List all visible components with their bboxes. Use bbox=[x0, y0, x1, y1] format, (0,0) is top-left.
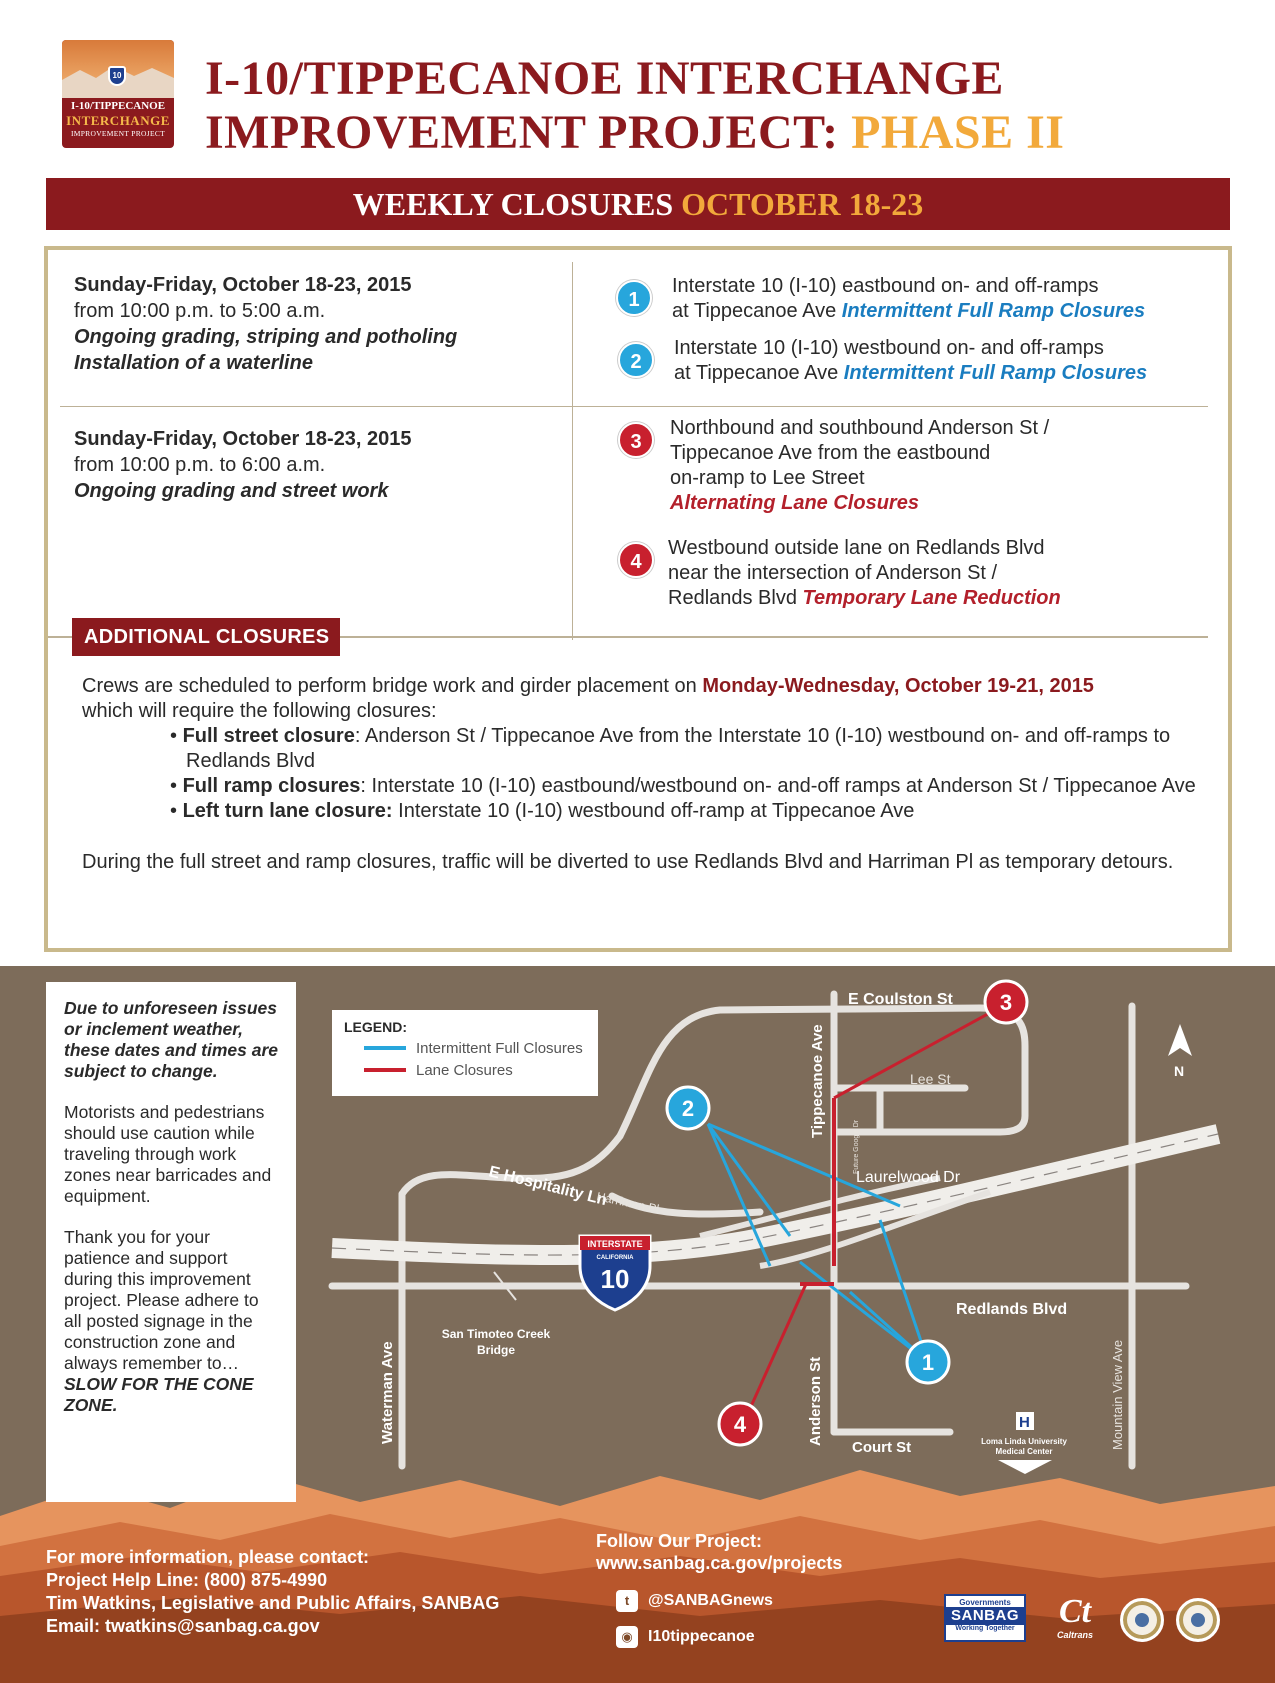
caltrans-name: Caltrans bbox=[1056, 1630, 1093, 1640]
label-tippecanoe: Tippecanoe Ave bbox=[809, 1024, 826, 1138]
additional-closures-heading: ADDITIONAL CLOSURES bbox=[72, 618, 340, 656]
hospital-icon: H bbox=[1019, 1414, 1030, 1431]
sanbag-top: Governments bbox=[959, 1598, 1011, 1607]
label-laurelwood: Laurelwood Dr bbox=[856, 1169, 961, 1186]
closure-line-1a bbox=[800, 1262, 928, 1362]
closure-2-line2-wrap bbox=[674, 361, 1147, 386]
additional-intro bbox=[82, 674, 1202, 699]
banner-dates: OCTOBER 18-23 bbox=[681, 186, 924, 222]
marker-3-label: 3 bbox=[999, 990, 1013, 1015]
map-marker-2 bbox=[667, 1087, 709, 1129]
closure-4-line1: Westbound outside lane on Redlands Blvd bbox=[668, 537, 1045, 559]
closure-2-line1: Interstate 10 (I-10) westbound on- and off-ramps bbox=[674, 337, 1104, 359]
closure-map bbox=[0, 966, 1275, 1526]
twitter-text: @SANBAGnews bbox=[648, 1592, 773, 1610]
label-anderson: Anderson St bbox=[807, 1356, 824, 1446]
notice-disclaimer: Due to unforeseen issues or inclement weather, these dates and times are subject to change. bbox=[64, 998, 278, 1081]
shield-top-text: INTERSTATE bbox=[587, 1239, 643, 1249]
interstate-shield-icon bbox=[580, 1236, 650, 1310]
banner-label: WEEKLY CLOSURES bbox=[352, 186, 682, 222]
bullet-3-text: Interstate 10 (I-10) westbound off-ramp at Tippecanoe Ave bbox=[392, 800, 915, 822]
closure-3 bbox=[670, 416, 1049, 516]
closure-2-type: Intermittent Full Ramp Closures bbox=[843, 362, 1148, 384]
legend-red-label: Lane Closures bbox=[416, 1062, 513, 1079]
label-redlands: Redlands Blvd bbox=[956, 1301, 1068, 1318]
row-divider-left bbox=[60, 406, 572, 407]
schedule-1-dates: Sunday-Friday, October 18-23, 2015 bbox=[74, 274, 412, 296]
sanbag-tag: Working Together bbox=[955, 1625, 1015, 1632]
project-logo bbox=[62, 40, 174, 148]
schedule-1-work2: Installation of a waterline bbox=[74, 352, 313, 374]
follow-heading: Follow Our Project: bbox=[596, 1531, 763, 1551]
caltrans-logo bbox=[1046, 1594, 1104, 1644]
bullet-1-text: : Anderson St / Tippecanoe Ave from the Interstate 10 (I-10) westbound on- and off-ramps to Redlands Blvd bbox=[186, 725, 1171, 772]
additional-intro-pre: Crews are scheduled to perform bridge work and girder placement on bbox=[82, 675, 703, 697]
north-arrow-icon bbox=[1168, 1024, 1192, 1079]
schedule-block-1 bbox=[74, 272, 457, 376]
bullet-full-ramp: • Full ramp closures: Interstate 10 (I-10) eastbound/westbound on- and-off ramps at Anderson St / Tippecanoe Ave bbox=[170, 775, 1196, 797]
city-seal-icon bbox=[1120, 1598, 1164, 1642]
legend-title: LEGEND: bbox=[344, 1019, 407, 1035]
label-coulston: E Coulston St bbox=[848, 991, 953, 1008]
lower-section bbox=[0, 966, 1275, 1683]
title-line2-wrap bbox=[205, 106, 1064, 160]
closure-4 bbox=[668, 536, 1061, 611]
label-harriman: Harriman Pl bbox=[595, 1189, 661, 1217]
label-bridge-2: Bridge bbox=[476, 1343, 516, 1357]
label-court: Court St bbox=[852, 1439, 912, 1456]
detour-text: During the full street and ramp closures, traffic will be diverted to use Redlands Blvd and Harriman Pl as temporary detours. bbox=[82, 851, 1174, 873]
label-hospital-1: Loma Linda University bbox=[981, 1437, 1067, 1446]
bullet-3-label: Left turn lane closure: bbox=[182, 800, 393, 822]
bullet-full-street: • Full street closure: Anderson St / Tippecanoe Ave from the Interstate 10 (I-10) westbound on- and off-ramps to Redlands Blvd bbox=[170, 725, 1171, 772]
row-divider-right bbox=[572, 406, 1208, 407]
map-marker-3 bbox=[985, 981, 1027, 1023]
north-label: N bbox=[1174, 1063, 1185, 1079]
schedule-2-hours: from 10:00 p.m. to 6:00 a.m. bbox=[74, 454, 326, 476]
bullet-2-label: Full ramp closures bbox=[182, 775, 361, 797]
shield-number: 10 bbox=[600, 1264, 630, 1294]
closure-1-line2-wrap bbox=[672, 299, 1145, 324]
closure-3-line1: Northbound and southbound Anderson St / bbox=[670, 417, 1050, 439]
column-divider bbox=[572, 262, 573, 640]
label-future: Future Google Dr bbox=[853, 1119, 860, 1174]
closure-4-line3: Redlands Blvd bbox=[668, 587, 803, 609]
closure-2-badge: 2 bbox=[618, 342, 654, 378]
closure-1-line2: at Tippecanoe Ave bbox=[672, 300, 842, 322]
contact-person: Tim Watkins, Legislative and Public Affairs, SANBAG bbox=[46, 1593, 500, 1613]
title-phase: PHASE II bbox=[851, 106, 1065, 159]
closure-1-line1: Interstate 10 (I-10) eastbound on- and off-ramps bbox=[672, 275, 1099, 297]
caltrans-mark: Ct bbox=[1058, 1593, 1092, 1630]
logo-line1: I-10/TIPPECANOE bbox=[70, 100, 166, 112]
bullet-left-turn: • Left turn lane closure: Interstate 10 (I-10) westbound off-ramp at Tippecanoe Ave bbox=[170, 800, 915, 822]
closure-4-type: Temporary Lane Reduction bbox=[802, 587, 1061, 609]
additional-closures-text bbox=[82, 674, 1202, 875]
instagram-handle[interactable] bbox=[616, 1626, 755, 1648]
instagram-text: I10tippecanoe bbox=[648, 1628, 755, 1646]
closure-line-4-pointer bbox=[744, 1284, 806, 1422]
logo-line2: INTERCHANGE bbox=[66, 113, 170, 128]
sanbag-logo bbox=[944, 1594, 1026, 1642]
closure-2-line2: at Tippecanoe Ave bbox=[674, 362, 844, 384]
additional-intro-date: Monday-Wednesday, October 19-21, 2015 bbox=[702, 675, 1094, 697]
map-marker-1 bbox=[907, 1341, 949, 1383]
map-legend bbox=[332, 1010, 598, 1096]
logo-line3: IMPROVEMENT PROJECT bbox=[70, 129, 166, 138]
follow-info bbox=[596, 1530, 842, 1574]
contact-helpline: Project Help Line: (800) 875-4990 bbox=[46, 1570, 328, 1590]
title-line1: I-10/TIPPECANOE INTERCHANGE bbox=[205, 52, 1004, 105]
closure-4-line2: near the intersection of Anderson St / bbox=[668, 562, 998, 584]
additional-bullets bbox=[170, 724, 1202, 824]
hospital-marker bbox=[981, 1412, 1067, 1474]
weekly-closures-banner bbox=[46, 178, 1230, 230]
label-mountain-view: Mountain View Ave bbox=[1110, 1339, 1125, 1450]
notice-slow-cone: SLOW FOR THE CONE ZONE. bbox=[64, 1374, 254, 1415]
notice-thanks: Thank you for your patience and support during this improvement project. Please adhere to all posted signage in the construction zone and always remember to… bbox=[64, 1227, 259, 1373]
notice-caution: Motorists and pedestrians should use caution while traveling through work zones near barricades and equipment. bbox=[64, 1102, 272, 1206]
down-arrow-icon bbox=[998, 1460, 1052, 1474]
marker-2-label: 2 bbox=[681, 1096, 695, 1121]
additional-intro-post: which will require the following closures: bbox=[82, 700, 437, 722]
schedule-1-work1: Ongoing grading, striping and potholing bbox=[74, 326, 458, 348]
follow-url[interactable]: www.sanbag.ca.gov/projects bbox=[596, 1553, 843, 1573]
closures-info-box bbox=[44, 246, 1232, 952]
county-seal-icon bbox=[1176, 1598, 1220, 1642]
label-hospital-2: Medical Center bbox=[995, 1447, 1053, 1456]
closure-3-type: Alternating Lane Closures bbox=[670, 492, 919, 514]
schedule-2-dates: Sunday-Friday, October 18-23, 2015 bbox=[74, 428, 412, 450]
marker-1-label: 1 bbox=[921, 1350, 935, 1375]
closure-1 bbox=[672, 274, 1145, 324]
contact-heading: For more information, please contact: bbox=[46, 1547, 370, 1567]
twitter-handle[interactable] bbox=[616, 1590, 773, 1612]
closure-4-line3-wrap bbox=[668, 586, 1061, 611]
title-line2: IMPROVEMENT PROJECT: bbox=[205, 106, 852, 159]
bullet-1-label: Full street closure bbox=[182, 725, 355, 747]
logo-shield-icon: 10 bbox=[108, 66, 126, 86]
page-title bbox=[205, 52, 1064, 160]
closure-1-badge: 1 bbox=[616, 280, 652, 316]
sanbag-name: SANBAG bbox=[946, 1607, 1024, 1625]
north-arrow-shape bbox=[1168, 1024, 1192, 1056]
schedule-block-2 bbox=[74, 426, 412, 504]
label-lee: Lee St bbox=[910, 1071, 951, 1087]
closure-3-line2: Tippecanoe Ave from the eastbound bbox=[670, 442, 991, 464]
closure-3-line3: on-ramp to Lee Street bbox=[670, 467, 865, 489]
label-bridge-1: San Timoteo Creek bbox=[441, 1327, 551, 1341]
schedule-2-work1: Ongoing grading and street work bbox=[74, 480, 389, 502]
contact-email[interactable]: Email: twatkins@sanbag.ca.gov bbox=[46, 1616, 320, 1636]
label-waterman: Waterman Ave bbox=[379, 1341, 396, 1444]
contact-info bbox=[46, 1546, 499, 1638]
closure-4-badge: 4 bbox=[618, 542, 654, 578]
closure-2 bbox=[674, 336, 1147, 386]
marker-4-label: 4 bbox=[733, 1412, 747, 1437]
shield-state-text: CALIFORNIA bbox=[596, 1255, 634, 1261]
map-marker-4 bbox=[719, 1403, 761, 1445]
closure-3-badge: 3 bbox=[618, 422, 654, 458]
closure-1-type: Intermittent Full Ramp Closures bbox=[841, 300, 1146, 322]
twitter-icon: t bbox=[616, 1590, 638, 1612]
label-hospitality: E Hospitality Ln bbox=[487, 1163, 609, 1210]
legend-blue-label: Intermittent Full Closures bbox=[416, 1040, 583, 1057]
instagram-icon: ◉ bbox=[616, 1626, 638, 1648]
bullet-2-text: : Interstate 10 (I-10) eastbound/westbound on- and-off ramps at Anderson St / Tippecanoe Ave bbox=[360, 775, 1196, 797]
schedule-1-hours: from 10:00 p.m. to 5:00 a.m. bbox=[74, 300, 326, 322]
